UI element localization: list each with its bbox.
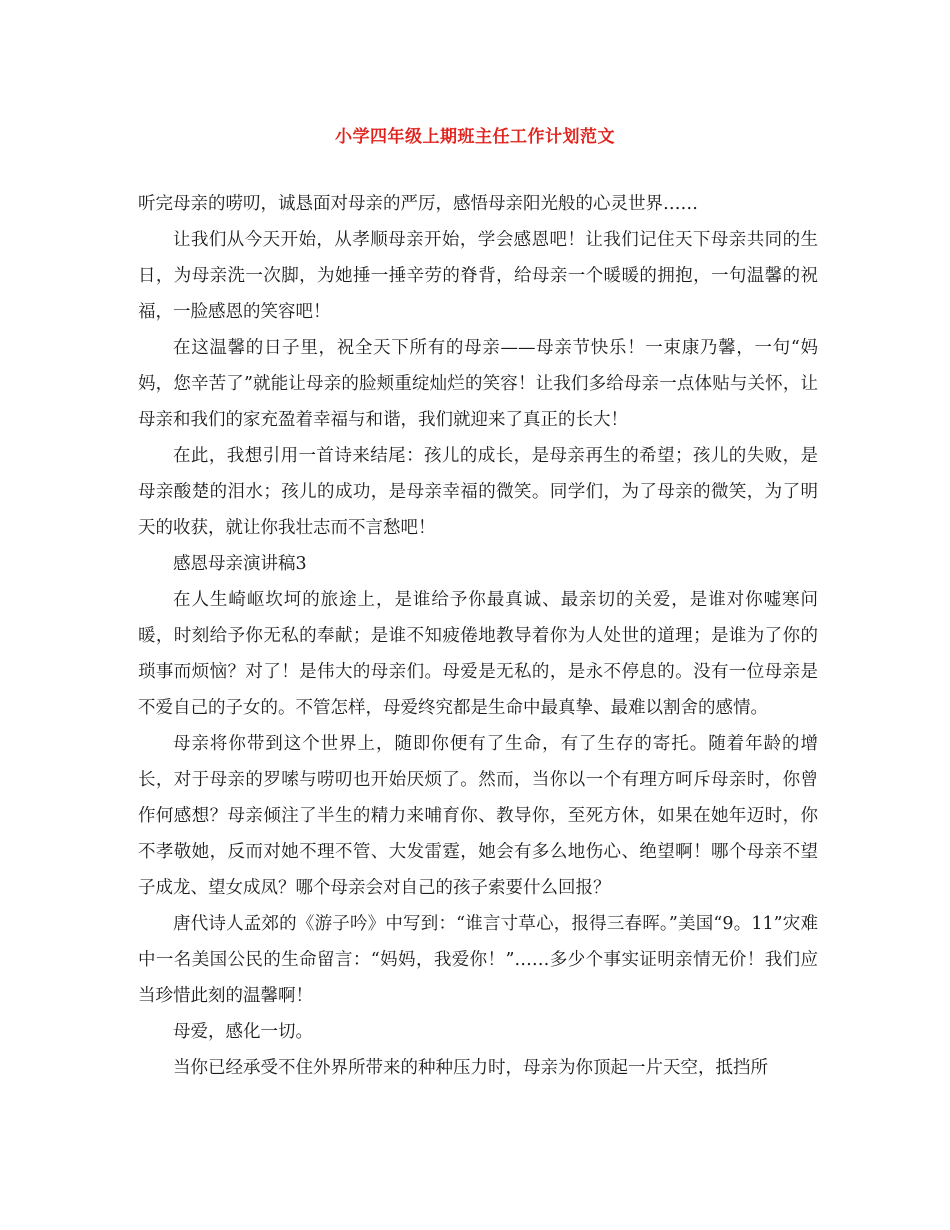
paragraph: 母亲将你带到这个世界上，随即你便有了生命，有了生存的寄托。随着年龄的增长，对于母亲的罗嗦与唠叨也开始厌烦了。然而，当你以一个有理方呵斥母亲时，你曾作何感想？母亲倾注了半生的精力来哺育你、教导你，至死方休，如果在她年迈时，你不孝敬她，反而对她不理不管、大发雷霆，她会有多么地伤心、绝望啊！哪个母亲不望子成龙、望女成凤？哪个母亲会对自己的孩子索要什么回报？ — [138, 734, 818, 898]
paragraph: 唐代诗人孟郊的《游子吟》中写到：“谁言寸草心，报得三春晖。”美国“9。11”灾难中一名美国公民的生命留言：“妈妈，我爱你！”……多少个事实证明亲情无价！我们应当珍惜此刻的温馨啊！ — [138, 914, 818, 1006]
paragraph: 在此，我想引用一首诗来结尾：孩儿的成长，是母亲再生的希望；孩儿的失败，是母亲酸楚的泪水；孩儿的成功，是母亲幸福的微笑。同学们，为了母亲的微笑，为了明天的收获，就让你我壮志而不言愁吧！ — [138, 446, 818, 538]
paragraph: 当你已经承受不住外界所带来的种种压力时，母亲为你顶起一片天空，抵挡所 — [173, 1058, 768, 1078]
document-body — [138, 186, 818, 1086]
paragraph: 在这温馨的日子里，祝全天下所有的母亲——母亲节快乐！一束康乃馨，一句“妈妈，您辛苦了”就能让母亲的脸颊重绽灿烂的笑容！让我们多给母亲一点体贴与关怀，让母亲和我们的家充盈着幸福与和谐，我们就迎来了真正的长大！ — [138, 338, 818, 430]
paragraph: 听完母亲的唠叨，诚恳面对母亲的严厉，感悟母亲阳光般的心灵世界…… — [138, 194, 698, 214]
paragraph: 让我们从今天开始，从孝顺母亲开始，学会感恩吧！让我们记住天下母亲共同的生日，为母亲洗一次脚，为她捶一捶辛劳的脊背，给母亲一个暖暖的拥抱，一句温馨的祝福，一脸感恩的笑容吧！ — [138, 230, 818, 322]
paragraph: 母爱，感化一切。 — [173, 1022, 313, 1042]
paragraph: 在人生崎岖坎坷的旅途上，是谁给予你最真诚、最亲切的关爱，是谁对你嘘寒问暖，时刻给予你无私的奉献；是谁不知疲倦地教导着你为人处世的道理；是谁为了你的琐事而烦恼？对了！是伟大的母亲们。母爱是无私的，是永不停息的。没有一位母亲是不爱自己的子女的。不管怎样，母爱终究都是生命中最真挚、最难以割舍的感情。 — [138, 590, 818, 718]
document-title: 小学四年级上期班主任工作计划范文 — [335, 127, 615, 147]
section-heading: 感恩母亲演讲稿3 — [173, 554, 307, 574]
